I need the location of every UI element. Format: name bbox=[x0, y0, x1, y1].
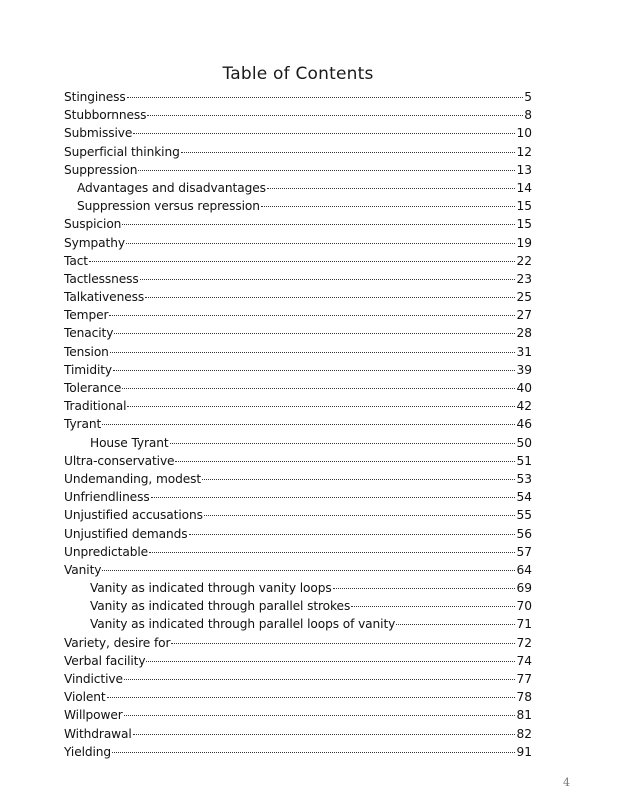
toc-entry-label: Verbal facility bbox=[64, 653, 146, 668]
toc-entry-page: 50 bbox=[516, 435, 532, 450]
dot-leader bbox=[351, 606, 515, 607]
toc-entry-page: 42 bbox=[516, 399, 532, 414]
toc-entry-label: Undemanding, modest bbox=[64, 471, 202, 486]
toc-entry-page: 23 bbox=[516, 271, 532, 286]
dot-leader bbox=[396, 624, 515, 625]
toc-entry-page: 40 bbox=[516, 381, 532, 395]
toc-entry-label: Tact bbox=[64, 253, 88, 268]
toc-entry[interactable] bbox=[64, 470, 532, 488]
toc-entry[interactable] bbox=[64, 215, 532, 233]
toc-entry[interactable] bbox=[64, 324, 532, 342]
toc-entry[interactable] bbox=[64, 306, 532, 324]
toc-entry[interactable] bbox=[64, 197, 532, 215]
toc-entry[interactable] bbox=[64, 670, 532, 688]
toc-entry-page: 77 bbox=[516, 672, 532, 686]
dot-leader bbox=[109, 315, 515, 316]
toc-entry[interactable] bbox=[64, 343, 532, 361]
toc-entry[interactable] bbox=[64, 634, 532, 652]
toc-entry[interactable] bbox=[64, 706, 532, 724]
toc-entry[interactable] bbox=[64, 397, 532, 415]
toc-entry-page: 46 bbox=[516, 417, 532, 432]
toc-entry[interactable] bbox=[64, 506, 532, 524]
table-of-contents bbox=[64, 88, 532, 761]
toc-entry-page: 27 bbox=[516, 308, 532, 323]
toc-entry[interactable] bbox=[64, 597, 532, 615]
toc-entry-label: Unfriendliness bbox=[64, 490, 150, 505]
toc-entry[interactable] bbox=[64, 488, 532, 506]
dot-leader bbox=[261, 206, 516, 207]
toc-entry-label: Vanity bbox=[64, 562, 102, 577]
toc-entry-label: Stubbornness bbox=[64, 108, 147, 123]
toc-entry-page: 39 bbox=[516, 362, 532, 377]
toc-entry-label: Temper bbox=[64, 308, 109, 323]
toc-entry-page: 14 bbox=[516, 180, 532, 195]
toc-entry-label: Traditional bbox=[64, 399, 127, 414]
toc-entry[interactable] bbox=[64, 252, 532, 270]
toc-entry-page: 55 bbox=[516, 508, 532, 523]
toc-entry-label: House Tyrant bbox=[90, 435, 169, 450]
dot-leader bbox=[140, 279, 516, 280]
dot-leader bbox=[189, 534, 516, 535]
toc-entry-label: Submissive bbox=[64, 126, 133, 141]
toc-entry-label: Unjustified accusations bbox=[64, 508, 203, 523]
dot-leader bbox=[145, 297, 515, 298]
toc-entry-label: Unpredictable bbox=[64, 544, 149, 559]
toc-entry[interactable] bbox=[64, 452, 532, 470]
toc-entry-label: Willpower bbox=[64, 708, 123, 723]
toc-entry-label: Vanity as indicated through vanity loops bbox=[90, 581, 332, 596]
toc-entry-page: 64 bbox=[516, 562, 532, 577]
toc-entry[interactable] bbox=[64, 270, 532, 288]
toc-entry-page: 72 bbox=[516, 635, 532, 650]
page-title: Table of Contents bbox=[222, 64, 374, 84]
dot-leader bbox=[204, 515, 516, 516]
toc-entry[interactable] bbox=[64, 361, 532, 379]
dot-leader bbox=[133, 734, 516, 735]
toc-entry-label: Vindictive bbox=[64, 672, 123, 686]
toc-entry-label: Vanity as indicated through parallel loops of vanity bbox=[90, 617, 396, 632]
toc-entry[interactable] bbox=[64, 143, 532, 161]
dot-leader bbox=[89, 261, 516, 262]
dot-leader bbox=[127, 97, 524, 98]
toc-entry-page: 57 bbox=[516, 544, 532, 559]
dot-leader bbox=[171, 643, 515, 644]
toc-entry[interactable] bbox=[64, 688, 532, 706]
toc-entry-page: 74 bbox=[516, 653, 532, 668]
dot-leader bbox=[181, 152, 516, 153]
page-number: 4 bbox=[563, 776, 570, 789]
toc-entry[interactable] bbox=[64, 88, 532, 106]
toc-entry-page: 54 bbox=[516, 490, 532, 505]
toc-entry[interactable] bbox=[64, 106, 532, 124]
toc-entry-page: 8 bbox=[524, 108, 532, 123]
toc-entry-page: 28 bbox=[516, 326, 532, 341]
toc-entry-page: 22 bbox=[516, 253, 532, 268]
toc-entry-page: 5 bbox=[524, 90, 532, 104]
toc-entry[interactable] bbox=[64, 743, 532, 761]
toc-entry-label: Talkativeness bbox=[64, 290, 145, 305]
dot-leader bbox=[124, 679, 516, 680]
toc-entry-label: Sympathy bbox=[64, 235, 125, 250]
dot-leader bbox=[107, 697, 516, 698]
dot-leader bbox=[112, 752, 515, 753]
dot-leader bbox=[151, 497, 516, 498]
toc-entry[interactable] bbox=[64, 288, 532, 306]
toc-entry-page: 69 bbox=[516, 581, 532, 596]
dot-leader bbox=[267, 188, 516, 189]
toc-entry[interactable] bbox=[64, 161, 532, 179]
toc-entry-label: Suspicion bbox=[64, 217, 122, 232]
dot-leader bbox=[102, 424, 515, 425]
toc-entry-page: 70 bbox=[516, 599, 532, 614]
toc-entry[interactable] bbox=[64, 525, 532, 543]
toc-entry-page: 71 bbox=[516, 617, 532, 632]
toc-entry-label: Violent bbox=[64, 690, 106, 705]
toc-entry-page: 12 bbox=[516, 144, 532, 159]
toc-entry-label: Ultra-conservative bbox=[64, 453, 175, 468]
toc-entry-label: Unjustified demands bbox=[64, 526, 188, 541]
toc-entry[interactable] bbox=[64, 615, 532, 633]
toc-entry-label: Superficial thinking bbox=[64, 144, 180, 159]
toc-entry-page: 15 bbox=[516, 199, 532, 214]
toc-entry-label: Suppression bbox=[64, 162, 138, 177]
toc-entry-page: 51 bbox=[516, 453, 532, 468]
dot-leader bbox=[102, 570, 515, 571]
toc-entry-page: 25 bbox=[516, 290, 532, 305]
toc-entry-page: 56 bbox=[516, 526, 532, 541]
toc-entry-label: Suppression versus repression bbox=[77, 199, 260, 214]
toc-entry-label: Yielding bbox=[64, 744, 112, 759]
toc-entry[interactable] bbox=[64, 652, 532, 670]
dot-leader bbox=[124, 715, 516, 716]
toc-entry[interactable] bbox=[64, 124, 532, 142]
toc-entry-label: Withdrawal bbox=[64, 726, 132, 741]
toc-entry-page: 53 bbox=[516, 471, 532, 486]
dot-leader bbox=[110, 352, 516, 353]
dot-leader bbox=[175, 461, 515, 462]
toc-entry-label: Tension bbox=[64, 344, 109, 359]
dot-leader bbox=[127, 406, 515, 407]
dot-leader bbox=[202, 479, 515, 480]
dot-leader bbox=[333, 588, 516, 589]
dot-leader bbox=[122, 388, 515, 389]
toc-entry[interactable] bbox=[64, 415, 532, 433]
dot-leader bbox=[147, 115, 523, 116]
dot-leader bbox=[126, 243, 516, 244]
toc-entry-page: 91 bbox=[516, 744, 532, 759]
toc-entry-label: Variety, desire for bbox=[64, 635, 171, 650]
toc-entry[interactable] bbox=[64, 234, 532, 252]
toc-entry-page: 78 bbox=[516, 690, 532, 705]
toc-entry-page: 19 bbox=[516, 235, 532, 250]
toc-entry[interactable] bbox=[64, 543, 532, 561]
toc-entry-page: 82 bbox=[516, 726, 532, 741]
dot-leader bbox=[138, 170, 515, 171]
toc-entry-label: Timidity bbox=[64, 362, 113, 377]
toc-entry[interactable] bbox=[64, 561, 532, 579]
dot-leader bbox=[170, 443, 516, 444]
toc-entry-label: Tenacity bbox=[64, 326, 114, 341]
dot-leader bbox=[133, 133, 515, 134]
toc-entry-label: Vanity as indicated through parallel strokes bbox=[90, 599, 351, 614]
toc-entry[interactable] bbox=[64, 179, 532, 197]
toc-entry-label: Tyrant bbox=[64, 417, 102, 432]
toc-entry[interactable] bbox=[64, 579, 532, 597]
toc-entry-page: 13 bbox=[516, 162, 532, 177]
toc-entry-label: Tactlessness bbox=[64, 271, 139, 286]
dot-leader bbox=[146, 661, 515, 662]
toc-entry[interactable] bbox=[64, 434, 532, 452]
toc-entry-page: 15 bbox=[516, 217, 532, 232]
toc-entry-label: Tolerance bbox=[64, 381, 122, 395]
toc-entry-label: Advantages and disadvantages bbox=[77, 180, 266, 195]
dot-leader bbox=[114, 333, 515, 334]
toc-entry-page: 81 bbox=[516, 708, 532, 723]
dot-leader bbox=[149, 552, 515, 553]
toc-entry[interactable] bbox=[64, 725, 532, 743]
toc-entry-page: 10 bbox=[516, 126, 532, 141]
dot-leader bbox=[122, 224, 515, 225]
toc-entry-page: 31 bbox=[516, 344, 532, 359]
toc-entry[interactable] bbox=[64, 379, 532, 397]
toc-entry-label: Stinginess bbox=[64, 90, 126, 104]
dot-leader bbox=[113, 370, 515, 371]
